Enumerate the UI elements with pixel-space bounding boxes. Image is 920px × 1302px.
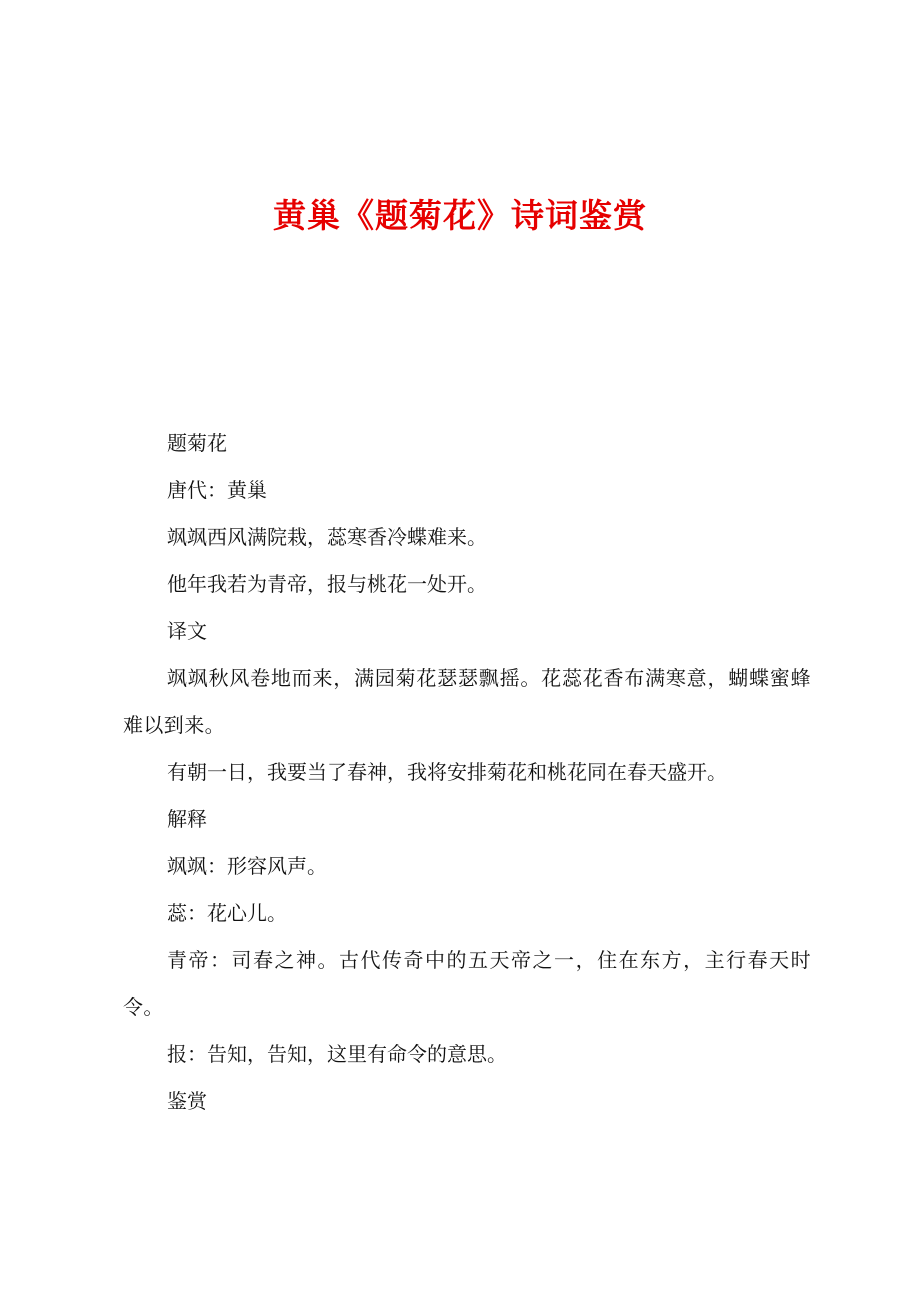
- section-heading-notes: 解释: [167, 807, 207, 831]
- section-heading-translation: 译文: [167, 619, 207, 643]
- note-bao: 报：告知，告知，这里有命令的意思。: [167, 1042, 507, 1066]
- note-sasa: 飒飒：形容风声。: [167, 854, 327, 878]
- note-qingdi: 青帝：司春之神。古代传奇中的五天帝之一，住在东方，主行春天时令。: [123, 948, 811, 1019]
- note-rui: 蕊：花心儿。: [167, 901, 287, 925]
- document-title: 黄巢《题菊花》诗词鉴赏: [273, 196, 647, 235]
- section-heading-appreciation: 鉴赏: [167, 1089, 207, 1113]
- poem-line-1: 飒飒西风满院栽，蕊寒香冷蝶难来。: [167, 525, 487, 549]
- translation-paragraph-2: 有朝一日，我要当了春神，我将安排菊花和桃花同在春天盛开。: [167, 760, 727, 784]
- poem-title: 题菊花: [167, 431, 227, 455]
- poem-author: 唐代：黄巢: [167, 478, 267, 502]
- document-body: [123, 420, 811, 1125]
- translation-paragraph-1: 飒飒秋风卷地而来，满园菊花瑟瑟飘摇。花蕊花香布满寒意，蝴蝶蜜蜂难以到来。: [123, 666, 811, 737]
- poem-line-2: 他年我若为青帝，报与桃花一处开。: [167, 572, 487, 596]
